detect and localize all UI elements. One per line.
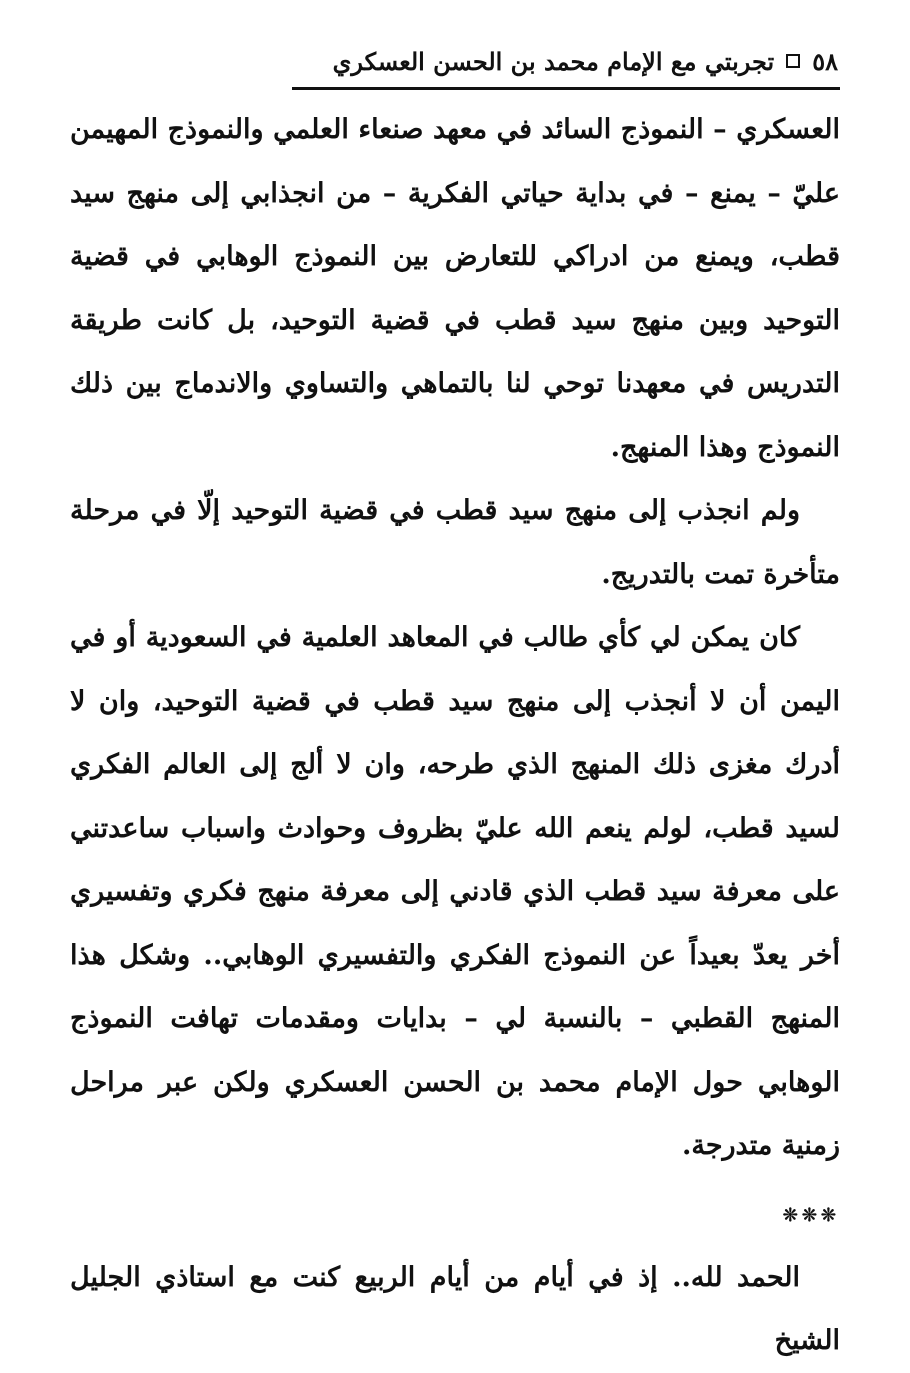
header-rule [292, 87, 840, 90]
paragraph-1: العسكري – النموذج السائد في معهد صنعاء العلمي والنموذج المهيمن عليّ – يمنع – في بداية حياتي الفكرية – من انجذابي إلى منهج سيد قطب، ويمنع من ادراكي للتعارض بين النموذج الوهابي في قضية التوحيد وبين منهج سيد قطب في قضية التوحيد، بل كانت طريقة التدريس في معهدنا توحي لنا بالتماهي والتساوي والاندماج بين ذلك النموذج وهذا المنهج. [70, 114, 840, 463]
running-header [290, 38, 838, 84]
paragraph-2: ولم انجذب إلى منهج سيد قطب في قضية التوحيد إلّا في مرحلة متأخرة تمت بالتدريج. [70, 495, 840, 590]
paragraph-3: كان يمكن لي كأي طالب في المعاهد العلمية في السعودية أو في اليمن أن لا أنجذب إلى منهج سيد قطب في قضية التوحيد، وان لا أدرك مغزى ذلك المنهج الذي طرحه، وان لا ألج إلى العالم الفكري لسيد قطب، لولم ينعم الله عليّ بظروف وحوادث واسباب ساعدتني على معرفة سيد قطب الذي قادني إلى معرفة منهج فكري وتفسيري أخر يعدّ بعيداً عن النموذج الفكري والتفسيري الوهابي.. وشكل هذا المنهج القطبي – بالنسبة لي – بدايات ومقدمات تهافت النموذج الوهابي حول الإمام محمد بن الحسن العسكري ولكن عبر مراحل زمنية متدرجة. [70, 622, 840, 1161]
header-box-ornament [786, 54, 800, 68]
body-text [70, 98, 840, 1373]
section-separator: ❊❊❊ [782, 1204, 840, 1226]
closing-paragraph: الحمد لله.. إذ في أيام من أيام الربيع كنت مع استاذي الجليل الشيخ [70, 1261, 840, 1356]
running-title: تجربتي مع الإمام محمد بن الحسن العسكري [332, 46, 775, 76]
page-number: ٥٨ [812, 46, 838, 76]
